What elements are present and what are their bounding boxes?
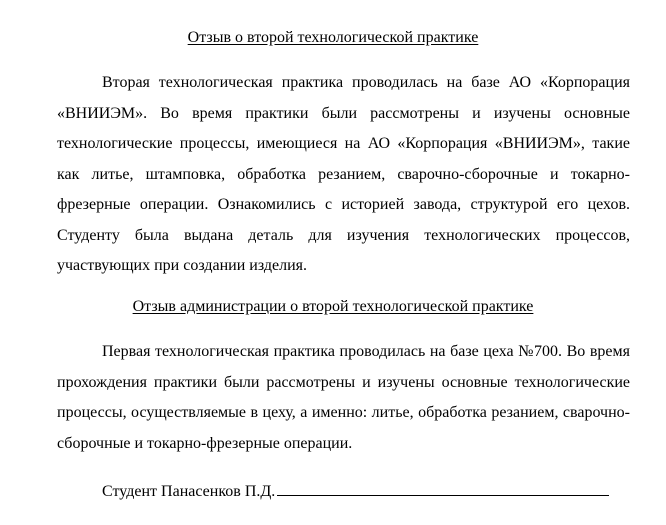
student-signature-label: Студент Панасенков П.Д. — [102, 483, 276, 500]
practice-review-heading: Отзыв о второй технологической практике — [187, 29, 479, 46]
signature-block — [102, 480, 609, 501]
signature-line — [277, 480, 609, 496]
administration-review-heading: Отзыв администрации о второй технологической практике — [132, 298, 534, 315]
administration-review-paragraph: Первая технологическая практика проводилась на базе цеха №700. Во время прохождения практики были рассмотрены и изучены основные технологические процессы, осуществляемые в цеху, а именно: литье, обработка резанием, сварочно-сборочные и токарно-фрезерные операции. — [57, 343, 630, 452]
practice-review-paragraph: Вторая технологическая практика проводилась на базе АО «Корпорация «ВНИИЭМ». Во время практики были рассмотрены и изучены основные технологические процессы, имеющиеся на АО «Корпорация «ВНИИЭМ», такие как литье, штамповка, обработка резанием, сварочно-сборочные и токарно-фрезерные операции. Ознакомились с историей завода, структурой его цехов. Студенту была выдана деталь для изучения технологических процессов, участвующих при создании изделия. — [57, 74, 630, 274]
